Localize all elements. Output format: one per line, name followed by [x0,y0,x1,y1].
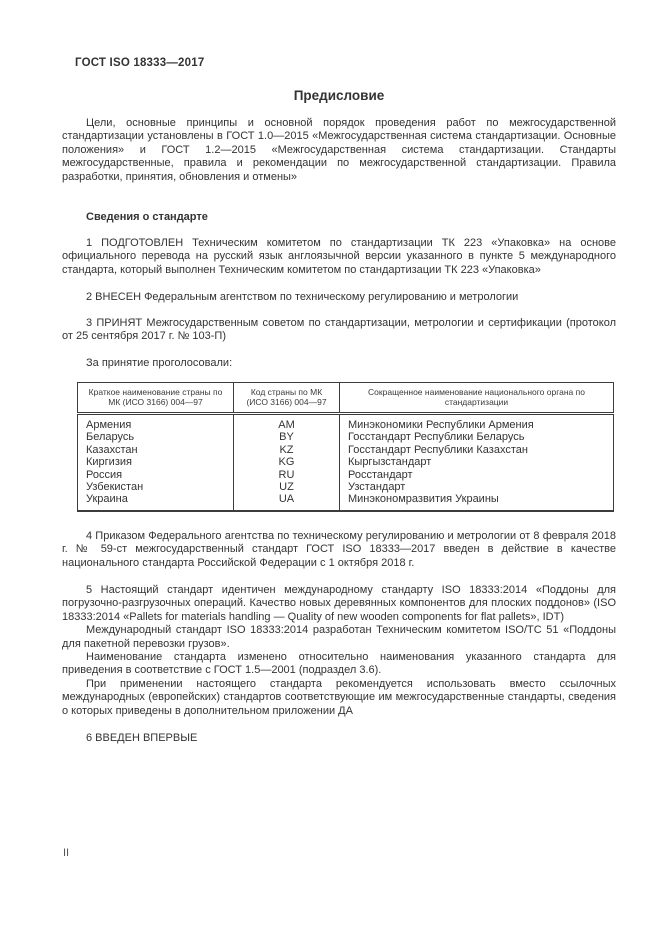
table-row [78,481,614,493]
item-5-references-note: При применении настоящего стандарта рекомендуется использовать вместо ссылочных международных (европейских) стандартов соответствующие им межгосударственные стандарты, сведения о которых приведены в дополнительном приложении ДА [62,677,616,717]
cell-country: Украина [78,493,234,510]
page-title: Предисловие [293,88,385,103]
col-header-country-name: Краткое наименование страны по МК (ИСО 3166) 004—97 [78,382,234,413]
item-2-submitted: 2 ВНЕСЕН Федеральным агентством по техническому регулированию и метрологии [86,291,519,304]
cell-body: Минэкономразвития Украины [340,493,614,510]
table-row [78,444,614,456]
cell-country: Россия [78,469,234,481]
cell-code: KG [234,456,340,468]
running-header: ГОСТ ISO 18333—2017 [75,57,205,69]
cell-code: RU [234,469,340,481]
voting-table-header-row [78,382,614,413]
item-5-developer: Международный стандарт ISO 18333:2014 разработан Техническим комитетом ISO/TC 51 «Поддоны для пакетной перевозки грузов». [62,624,616,650]
intro-paragraph: Цели, основные принципы и основной порядок проведения работ по межгосударственной стандартизации установлены в ГОСТ 1.0—2015 «Межгосударственная система стандартизации. Основные положения» и ГОСТ 1.2—2015 «Межгосударственная система стандартизации. Стандарты межгосударственные, правила и рекомендации по межгосударственной стандартизации. Правила разработки, принятия, обновления и отмены» [62,117,616,183]
table-row [78,431,614,443]
item-5-rename-note: Наименование стандарта изменено относительно наименования указанного стандарта для приведения в соответствие с ГОСТ 1.5—2001 (подраздел 3.6). [62,650,616,677]
table-row [78,493,614,510]
table-row [78,456,614,468]
col-header-national-body: Сокращенное наименование национального органа по стандартизации [340,382,614,413]
cell-country: Армения [78,413,234,431]
table-row [78,413,614,431]
item-3-adopted: 3 ПРИНЯТ Межгосударственным советом по стандартизации, метрологии и сертификации (протокол от 25 сентября 2017 г. № 103-П) [62,316,616,343]
item-4-order: 4 Приказом Федерального агентства по техническому регулированию и метрологии от 8 февраля 2018 г. № 59-ст межгосударственный стандарт ГОСТ ISO 18333—2017 введен в действие в качестве национального стандарта Российской Федерации с 1 октября 2018 г. [62,529,616,569]
voting-table [77,382,614,512]
item-5-identity: 5 Настоящий стандарт идентичен международному стандарту ISO 18333:2014 «Поддоны для погрузочно-разгрузочных операций. Качество новых деревянных компонентов для плоских поддонов» (ISO 18333:2014 «Pallets for materials handling — Quality of new wooden components for flat pallets», IDT) [62,583,616,623]
cell-body: Госстандарт Республики Казахстан [340,444,614,456]
cell-body: Госстандарт Республики Беларусь [340,431,614,443]
cell-body: Росстандарт [340,469,614,481]
cell-country: Беларусь [78,431,234,443]
cell-code: UA [234,493,340,510]
cell-code: KZ [234,444,340,456]
item-6-first-time: 6 ВВЕДЕН ВПЕРВЫЕ [86,732,198,744]
cell-body: Минэкономики Республики Армения [340,413,614,431]
cell-body: Кыргызстандарт [340,456,614,468]
cell-country: Казахстан [78,444,234,456]
cell-body: Узстандарт [340,481,614,493]
page-number: II [63,847,70,859]
cell-code: BY [234,431,340,443]
cell-country: Киргизия [78,456,234,468]
cell-code: UZ [234,481,340,493]
cell-country: Узбекистан [78,481,234,493]
vote-lead: За принятие проголосовали: [86,357,233,370]
item-1-prepared: 1 ПОДГОТОВЛЕН Техническим комитетом по стандартизации ТК 223 «Упаковка» на основе официального перевода на русский язык англоязычной версии указанного в пункте 5 международного стандарта, который выполнен Техническим комитетом по стандартизации ТК 223 «Упаковка» [62,237,616,276]
cell-code: AM [234,413,340,431]
col-header-country-code: Код страны по МК (ИСО 3166) 004—97 [234,382,340,413]
section-heading-standard-info: Сведения о стандарте [86,211,208,224]
table-row [78,469,614,481]
